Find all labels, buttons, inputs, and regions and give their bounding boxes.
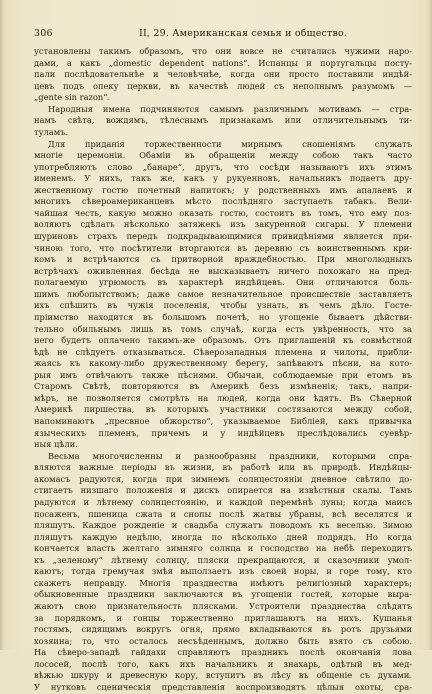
text-line: Для приданія торжественности мирнымъ сношеніямъ служатъ [48,138,412,149]
text-line: цевъ подъ опеку церкви, въ качествѣ людей съ неполнымъ разумомъ — [34,80,412,91]
text-line: него будетъ оплачено такимъ-же образомъ. Отъ приглашеній къ совмѣстной [34,335,412,346]
text-line: обыкновенные праздники заключаются въ угощеніи гостей, которые выра- [34,589,412,600]
page-left-shadow [0,0,4,650]
text-line: У нутковъ сценическія представленія воспроизводятъ цѣлыя охоты, сра- [34,681,412,692]
text-line: вляются важные періоды въ жизни, въ работѣ или въ природѣ. Индѣйцы- [34,462,412,473]
text-line: пріимство находится въ большомъ почетѣ, но угощеніе бываетъ дѣйстви- [34,311,412,322]
text-line: шуриновъ страхъ передъ подкрадывающимися привидѣніями является при- [34,231,412,241]
text-line: посаженъ, пшеница сжата и снопы послѣ жатвы убраны, всѣ веселятся и [34,508,412,519]
text-line: къ „зеленому“ лѣтнему солнцу, пляски прекращаются, и сказочники умол- [34,554,412,565]
text-line: полагаемую угрюмость въ характерѣ индѣйцевъ. Они отличаются боль- [34,277,412,288]
text-line: „gente sin razon“. [34,92,111,103]
text-line: стигаетъ низшаго положенія и дискъ опирается на извѣстныя скалы. Тамъ [34,485,412,496]
text-line: дами, а какъ „domestic dependent nations“. Испанцы и португальцы посту- [34,57,412,68]
text-line: ихъ спѣшить въ чужія поселенія, чтобы узнать, въ чемъ дѣло. Госте- [34,300,412,311]
page-number: 306 [34,28,53,39]
text-line: лососей, послѣ того, какъ ихъ начальникъ и знахарь, одѣтый въ мед- [34,658,412,669]
text-line: скажетъ неправду. Многія празднества имѣютъ религіозный характеръ; [34,577,412,588]
text-line: радуются и лѣтнему солнцестоянію, и каждой перемѣнѣ луны; когда маисъ [34,496,412,507]
text-line: туламъ. [34,126,69,137]
text-line: воляютъ сдѣлать нѣсколько затяжекъ изъ закуренной сигары. У племени [34,219,412,230]
text-line: пляшутъ. Каждое рожденіе и свадьба служатъ поводомъ къ веселью. Зимою [34,520,412,531]
text-line: чиною того, что посѣтители вторгаются въ деревню съ воинственнымъ кри- [34,242,412,253]
text-line: многіе церемоніи. Обаміи въ обращеніи между собою такъ часто [34,150,412,161]
text-line: каютъ; тогда гремучая змѣя выползаетъ изъ своей норы, и горе тому, кто [34,566,412,577]
text-line: Старомъ Свѣтѣ, повторяются въ Америкѣ безъ измѣненія; такъ, напри- [34,381,412,392]
text-line: языческихъ племенъ, причемъ и у индѣйцевъ преслѣдовались суевѣр- [34,427,412,438]
text-line: вѣжью шкуру и древесную кору, вступитъ въ лѣсу въ общеніе съ духами. [34,670,412,681]
text-line: встрѣчахъ оживленная бесѣда не высказываетъ ничего похожаго на пред- [34,265,412,276]
text-line: хозяина; то, что осталось несъѣденнымъ, должно быть взято съ собою. [34,635,412,646]
text-line: жаясь къ какому-либо дружественному берегу, запѣваютъ пѣсни, на кото- [34,358,412,369]
text-line: гостямъ, сидящимъ вокругъ огня, прямо вкладываются въ ротъ друзьями [34,624,412,635]
text-line: акомасъ радуются, когда при зимнемъ солнцестояніи дневное свѣтило до- [34,473,412,484]
text-line: установлены такимъ образомъ, что они вовсе не считались чужими наро- [34,46,412,56]
text-line: На сѣверо-западѣ гайдахи справляютъ праздникъ послѣ окончанія лова [34,647,412,658]
text-line: ныя цѣли. [34,439,78,450]
text-line: жественному гостю почетный напитокъ; у родственныхъ имъ апалаевъ и [34,184,412,195]
text-line: мѣръ, не позволяется смотрѣть на людей, когда они ѣдятъ. Въ Сѣверной [34,392,412,403]
text-line: пали послѣдовательнѣе и человѣчнѣе, когда они просто поставили индѣй- [34,69,412,80]
running-header [34,28,412,42]
text-line: пляшутъ каждую недѣлю, иногда по нѣсколько дней подрядъ. Но когда [34,531,412,542]
text-line: Америкѣ пиршества, въ которыхъ участники состязаются между собой, [34,404,412,415]
text-line: шимъ любопытствомъ; даже самое незначительное происшествіе заставляетъ [34,288,412,299]
text-line: чайшая честь, какую можно оказать гостю, состоитъ въ томъ, что ему поз- [34,207,412,218]
text-line: многихъ сѣвероамериканцевъ мѣсто послѣдняго заступаетъ табакъ. Вели- [34,196,412,207]
text-line: намъ свѣта, вождямъ, тѣлеснымъ признакамъ или отличительнымъ ти- [34,115,412,126]
running-title: II, 29. Американская семья и общество. [139,28,348,39]
text-line: за порядкомъ, и гонцы торжественно приглашаютъ на нихъ. Кушанья [34,612,412,623]
text-line: кончается власть желтаго зимняго солнца и господство на небѣ переходитъ [34,543,412,554]
text-line: жаютъ свою признательность плясками. Устроители празднества слѣдятъ [34,601,412,611]
text-line: комъ и встрѣчаются съ притворной враждебностью. При многолюдныхъ [34,254,412,265]
text-line: тельно обильнымъ лишь въ томъ случаѣ, когда есть увѣренность, что за [34,323,412,334]
text-line: употребляютъ слово „банаре“, другъ, что сосѣди называютъ ихъ этимъ [34,161,412,172]
page-right-shadow [428,0,432,650]
text-line: именемъ. У нихъ, такъ же, какъ у рукуенновъ, начальникъ подаетъ дру- [34,173,412,184]
text-line: Весьма многочисленны и разнообразны праздники, которыми спра- [48,450,412,461]
page-body-text [34,46,412,694]
text-line: Народныя имена подчиняются самымъ различнымъ мотивамъ — стра- [48,103,412,114]
text-line: рыя имъ отвѣчаютъ также пѣснями. Обычаи, соблюдаемые при етомъ въ [34,369,412,380]
text-line: ѣдѣ не слѣдуетъ отказываться. Сѣверозападныя племена и чилоты, прибли- [34,346,412,357]
text-line: напоминаютъ „пресвное обжорство“, указываемое Библіей, какъ привычка [34,416,412,426]
